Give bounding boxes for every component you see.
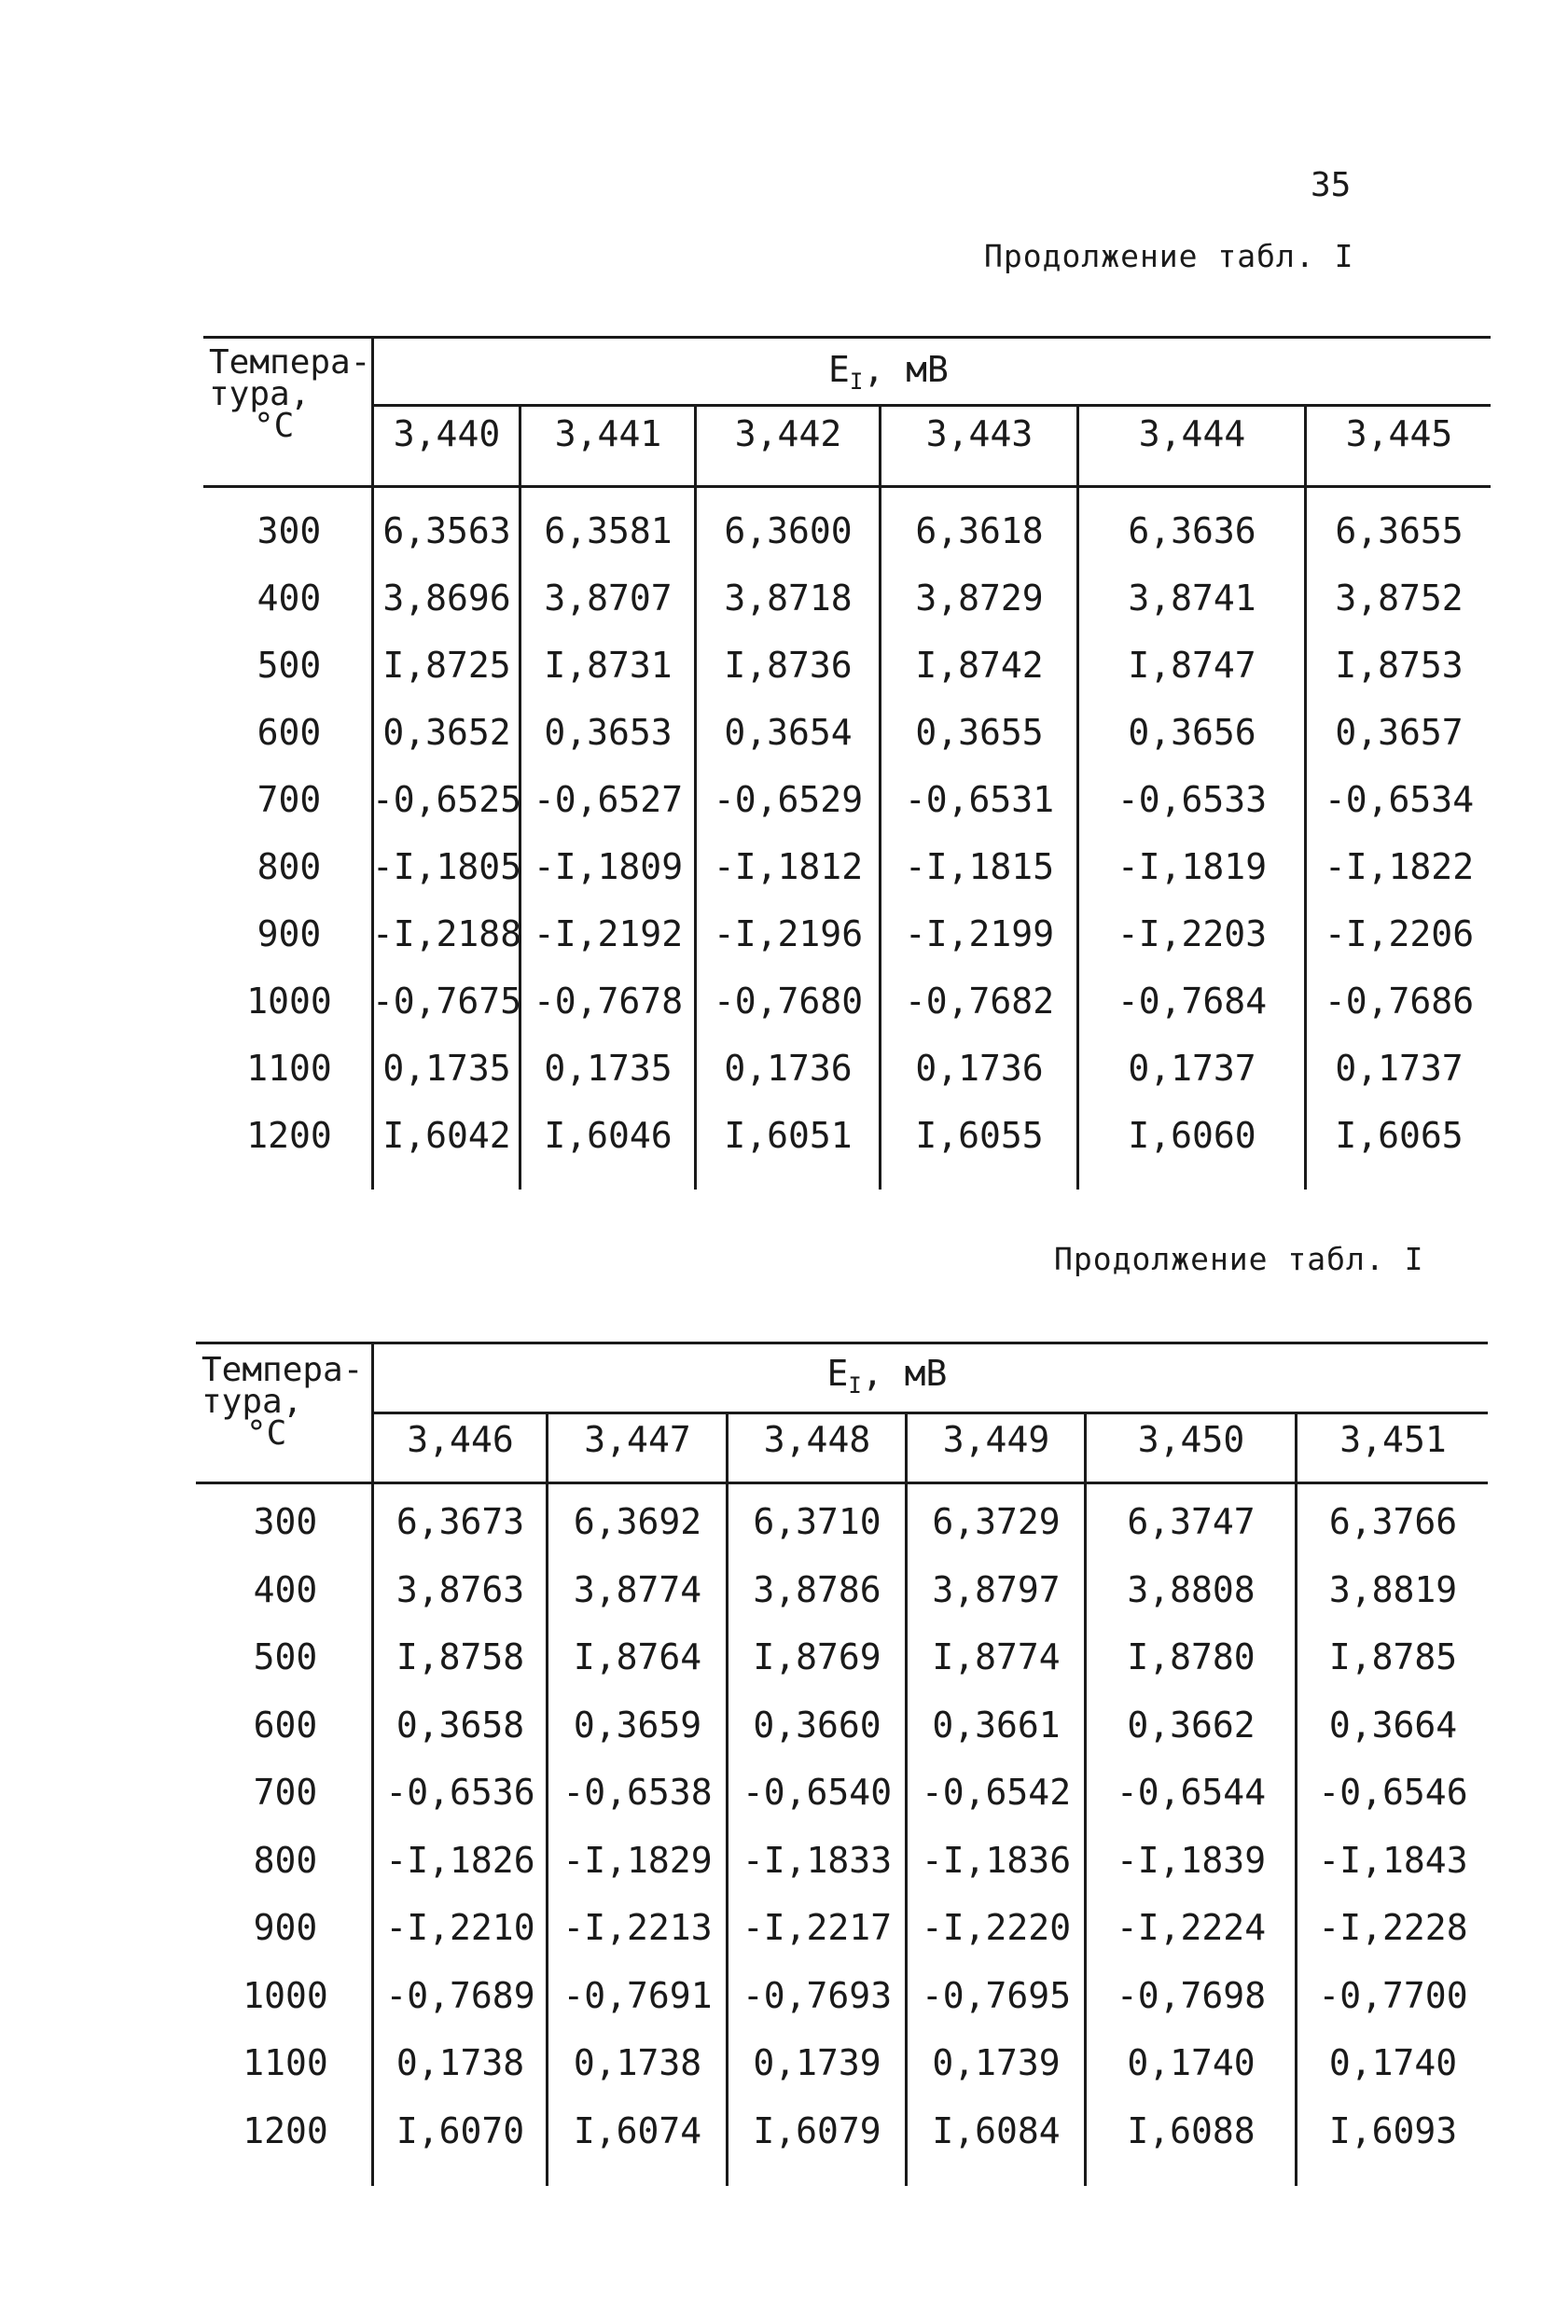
table-cell: -0,6527 bbox=[533, 779, 684, 820]
temperature-cell: 500 bbox=[253, 1636, 318, 1677]
table-cell: -I,1805 bbox=[371, 846, 522, 887]
table-cell: 0,3653 bbox=[544, 712, 673, 753]
column-header: 3,443 bbox=[925, 413, 1034, 454]
column-rule bbox=[1076, 404, 1079, 1190]
table-cell: 3,8752 bbox=[1335, 578, 1464, 619]
emf-symbol: E bbox=[828, 349, 850, 390]
table-cell: 0,3657 bbox=[1335, 712, 1464, 753]
table-cell: -I,2206 bbox=[1324, 913, 1475, 954]
temperature-cell: 900 bbox=[253, 1907, 318, 1948]
table-cell: 3,8741 bbox=[1128, 578, 1256, 619]
table-cell: 0,1736 bbox=[915, 1048, 1044, 1089]
temperature-cell: 800 bbox=[257, 846, 322, 887]
table-cell: -I,2228 bbox=[1318, 1907, 1468, 1948]
temperature-header-line: °C bbox=[254, 407, 295, 445]
table-cell: -I,2196 bbox=[713, 913, 864, 954]
table-cell: 3,8819 bbox=[1328, 1568, 1458, 1610]
temperature-column-rule bbox=[371, 336, 374, 1190]
emf-unit: , мВ bbox=[863, 349, 949, 390]
unit-header-rule bbox=[371, 1412, 1488, 1414]
emf-symbol: E bbox=[826, 1353, 849, 1394]
table-cell: -I,2213 bbox=[562, 1907, 713, 1948]
table-cell: -0,7684 bbox=[1117, 981, 1268, 1022]
column-rule bbox=[879, 404, 881, 1190]
table-cell: -0,6533 bbox=[1117, 779, 1268, 820]
table-cell: -I,1809 bbox=[533, 846, 684, 887]
column-header: 3,444 bbox=[1138, 413, 1246, 454]
table-cell: 0,1737 bbox=[1335, 1048, 1464, 1089]
temperature-cell: 700 bbox=[253, 1772, 318, 1813]
column-header: 3,450 bbox=[1137, 1419, 1245, 1460]
column-rule bbox=[694, 404, 697, 1190]
table-cell: -I,1836 bbox=[921, 1839, 1072, 1881]
temperature-cell: 300 bbox=[257, 510, 322, 551]
table-cell: -I,2220 bbox=[921, 1907, 1072, 1948]
table-cell: I,6065 bbox=[1335, 1115, 1464, 1156]
table-cell: -0,7686 bbox=[1324, 981, 1475, 1022]
table-cell: 0,3664 bbox=[1328, 1704, 1458, 1746]
table-cell: I,8764 bbox=[573, 1636, 702, 1677]
table-cell: 0,3652 bbox=[382, 712, 511, 753]
temperature-header-line: °C bbox=[246, 1414, 287, 1453]
column-rule bbox=[1295, 1412, 1297, 2186]
table-cell: -0,6544 bbox=[1116, 1772, 1267, 1813]
emf-unit-header bbox=[828, 349, 949, 395]
table-cell: -I,2199 bbox=[904, 913, 1055, 954]
page-number: 35 bbox=[1311, 166, 1352, 204]
column-rule bbox=[905, 1412, 908, 2186]
table-cell: -0,6536 bbox=[385, 1772, 535, 1813]
temperature-header-line: тура, bbox=[201, 1383, 303, 1421]
table-cell: 6,3581 bbox=[544, 510, 673, 551]
temperature-cell: 800 bbox=[253, 1839, 318, 1881]
emf-subscript: I bbox=[849, 369, 864, 395]
table-cell: 0,1735 bbox=[382, 1048, 511, 1089]
table-cell: -I,2192 bbox=[533, 913, 684, 954]
table-cell: -I,1822 bbox=[1324, 846, 1475, 887]
table-cell: -0,7680 bbox=[713, 981, 864, 1022]
table-cell: I,8769 bbox=[753, 1636, 881, 1677]
table-cell: I,6079 bbox=[753, 2109, 881, 2151]
table-cell: -0,7682 bbox=[904, 981, 1055, 1022]
table-cell: I,8758 bbox=[395, 1636, 525, 1677]
emf-subscript: I bbox=[848, 1372, 862, 1399]
table-cell: 6,3692 bbox=[573, 1501, 702, 1542]
table-cell: 0,3660 bbox=[753, 1704, 881, 1746]
table-cell: I,8742 bbox=[915, 645, 1044, 686]
table-cell: 6,3636 bbox=[1128, 510, 1256, 551]
temperature-cell: 700 bbox=[257, 779, 322, 820]
table-cell: 6,3655 bbox=[1335, 510, 1464, 551]
table-cell: 0,3655 bbox=[915, 712, 1044, 753]
table-1 bbox=[203, 336, 1491, 1190]
table-cell: I,8774 bbox=[932, 1636, 1061, 1677]
temperature-header bbox=[201, 1351, 364, 1453]
table-cell: -0,6542 bbox=[921, 1772, 1072, 1813]
emf-unit-header bbox=[827, 1353, 948, 1399]
table-cell: 6,3710 bbox=[753, 1501, 881, 1542]
table-cell: 3,8696 bbox=[382, 578, 511, 619]
table-cell: -0,7693 bbox=[742, 1974, 893, 2016]
table-cell: I,6084 bbox=[932, 2109, 1061, 2151]
table-cell: -I,1815 bbox=[904, 846, 1055, 887]
table-cell: 0,1740 bbox=[1328, 2042, 1458, 2083]
temperature-cell: 600 bbox=[253, 1704, 318, 1746]
table-cell: -I,2217 bbox=[742, 1907, 893, 1948]
temperature-header-line: Темпера- bbox=[201, 1351, 364, 1389]
table-cell: I,6051 bbox=[724, 1115, 853, 1156]
table-cell: -I,2224 bbox=[1116, 1907, 1267, 1948]
table-cell: -0,7695 bbox=[921, 1974, 1072, 2016]
table-cell: 0,1735 bbox=[544, 1048, 673, 1089]
table-cell: -0,7675 bbox=[371, 981, 522, 1022]
column-header: 3,449 bbox=[942, 1419, 1050, 1460]
table-cell: 0,3658 bbox=[395, 1704, 525, 1746]
table-cell: -I,2188 bbox=[371, 913, 522, 954]
table-top-rule bbox=[203, 336, 1491, 339]
temperature-cell: 900 bbox=[257, 913, 322, 954]
column-header: 3,445 bbox=[1345, 413, 1453, 454]
temperature-cell: 400 bbox=[257, 578, 322, 619]
temperature-cell: 300 bbox=[253, 1501, 318, 1542]
table-cell: 3,8797 bbox=[932, 1568, 1061, 1610]
table-cell: 0,1739 bbox=[753, 2042, 881, 2083]
table-cell: 0,1736 bbox=[724, 1048, 853, 1089]
table-cell: 6,3729 bbox=[932, 1501, 1061, 1542]
table-cell: 3,8729 bbox=[915, 578, 1044, 619]
table-cell: I,8785 bbox=[1328, 1636, 1458, 1677]
temperature-header bbox=[209, 343, 371, 445]
table-cell: 3,8774 bbox=[573, 1568, 702, 1610]
table-cell: 0,3659 bbox=[573, 1704, 702, 1746]
column-rule bbox=[1304, 404, 1307, 1190]
table-cell: 0,3656 bbox=[1128, 712, 1256, 753]
table-cell: I,8725 bbox=[382, 645, 511, 686]
temperature-cell: 1200 bbox=[246, 1115, 332, 1156]
column-header: 3,442 bbox=[734, 413, 842, 454]
temperature-cell: 1000 bbox=[246, 981, 332, 1022]
table-2-caption: Продолжение табл. I bbox=[1054, 1241, 1424, 1277]
table-1-caption: Продолжение табл. I bbox=[984, 238, 1354, 274]
table-cell: I,6074 bbox=[573, 2109, 702, 2151]
table-cell: 0,3654 bbox=[724, 712, 853, 753]
table-cell: I,6055 bbox=[915, 1115, 1044, 1156]
table-cell: 0,3661 bbox=[932, 1704, 1061, 1746]
table-cell: 0,1740 bbox=[1127, 2042, 1256, 2083]
table-cell: 3,8718 bbox=[724, 578, 853, 619]
table-cell: -I,1812 bbox=[713, 846, 864, 887]
temperature-cell: 500 bbox=[257, 645, 322, 686]
table-cell: I,6088 bbox=[1127, 2109, 1256, 2151]
table-cell: I,6046 bbox=[544, 1115, 673, 1156]
table-cell: -I,2210 bbox=[385, 1907, 535, 1948]
table-cell: -0,6529 bbox=[713, 779, 864, 820]
table-cell: 3,8707 bbox=[544, 578, 673, 619]
table-cell: 6,3766 bbox=[1328, 1501, 1458, 1542]
table-cell: -0,7700 bbox=[1318, 1974, 1468, 2016]
table-cell: I,6093 bbox=[1328, 2109, 1458, 2151]
table-cell: -I,2203 bbox=[1117, 913, 1268, 954]
temperature-cell: 600 bbox=[257, 712, 322, 753]
table-cell: 3,8786 bbox=[753, 1568, 881, 1610]
table-cell: I,6060 bbox=[1128, 1115, 1256, 1156]
table-cell: 6,3618 bbox=[915, 510, 1044, 551]
table-cell: -I,1833 bbox=[742, 1839, 893, 1881]
table-cell: -0,7698 bbox=[1116, 1974, 1267, 2016]
column-rule bbox=[1084, 1412, 1087, 2186]
column-rule bbox=[726, 1412, 728, 2186]
table-cell: 6,3673 bbox=[395, 1501, 525, 1542]
column-header: 3,451 bbox=[1339, 1419, 1447, 1460]
temperature-cell: 1100 bbox=[243, 2042, 328, 2083]
table-cell: 3,8808 bbox=[1127, 1568, 1256, 1610]
temperature-header-line: тура, bbox=[209, 375, 311, 413]
table-2 bbox=[196, 1342, 1488, 2186]
table-cell: -0,6546 bbox=[1318, 1772, 1468, 1813]
temperature-cell: 1000 bbox=[243, 1974, 328, 2016]
table-cell: -I,1819 bbox=[1117, 846, 1268, 887]
table-top-rule bbox=[196, 1342, 1488, 1344]
table-cell: 0,1738 bbox=[395, 2042, 525, 2083]
column-header: 3,446 bbox=[407, 1419, 514, 1460]
column-header: 3,441 bbox=[554, 413, 662, 454]
table-cell: -I,1829 bbox=[562, 1839, 713, 1881]
column-header: 3,447 bbox=[584, 1419, 691, 1460]
temperature-header-line: Темпера- bbox=[209, 343, 371, 382]
column-rule bbox=[546, 1412, 548, 2186]
table-cell: 6,3747 bbox=[1127, 1501, 1256, 1542]
column-header: 3,448 bbox=[763, 1419, 871, 1460]
table-cell: 0,1738 bbox=[573, 2042, 702, 2083]
column-header-rule bbox=[203, 485, 1491, 488]
table-cell: I,8753 bbox=[1335, 645, 1464, 686]
table-cell: I,6070 bbox=[395, 2109, 525, 2151]
temperature-column-rule bbox=[371, 1342, 374, 2186]
table-cell: I,8731 bbox=[544, 645, 673, 686]
table-cell: -0,6525 bbox=[371, 779, 522, 820]
unit-header-rule bbox=[371, 404, 1491, 407]
table-cell: -I,1843 bbox=[1318, 1839, 1468, 1881]
table-cell: I,8736 bbox=[724, 645, 853, 686]
emf-unit: , мВ bbox=[861, 1353, 948, 1394]
table-cell: -0,6531 bbox=[904, 779, 1055, 820]
table-cell: -0,6540 bbox=[742, 1772, 893, 1813]
temperature-cell: 1200 bbox=[243, 2109, 328, 2151]
table-cell: -0,6534 bbox=[1324, 779, 1475, 820]
table-cell: I,6042 bbox=[382, 1115, 511, 1156]
table-cell: -0,7689 bbox=[385, 1974, 535, 2016]
temperature-cell: 1100 bbox=[246, 1048, 332, 1089]
table-cell: -I,1839 bbox=[1116, 1839, 1267, 1881]
table-cell: 6,3600 bbox=[724, 510, 853, 551]
table-cell: -0,7678 bbox=[533, 981, 684, 1022]
table-cell: I,8780 bbox=[1127, 1636, 1256, 1677]
table-cell: 6,3563 bbox=[382, 510, 511, 551]
column-header: 3,440 bbox=[393, 413, 501, 454]
table-cell: I,8747 bbox=[1128, 645, 1256, 686]
table-cell: 0,1737 bbox=[1128, 1048, 1256, 1089]
table-cell: -0,6538 bbox=[562, 1772, 713, 1813]
table-cell: -0,7691 bbox=[562, 1974, 713, 2016]
temperature-cell: 400 bbox=[253, 1568, 318, 1610]
table-cell: -I,1826 bbox=[385, 1839, 535, 1881]
table-cell: 3,8763 bbox=[395, 1568, 525, 1610]
table-cell: 0,3662 bbox=[1127, 1704, 1256, 1746]
table-cell: 0,1739 bbox=[932, 2042, 1061, 2083]
